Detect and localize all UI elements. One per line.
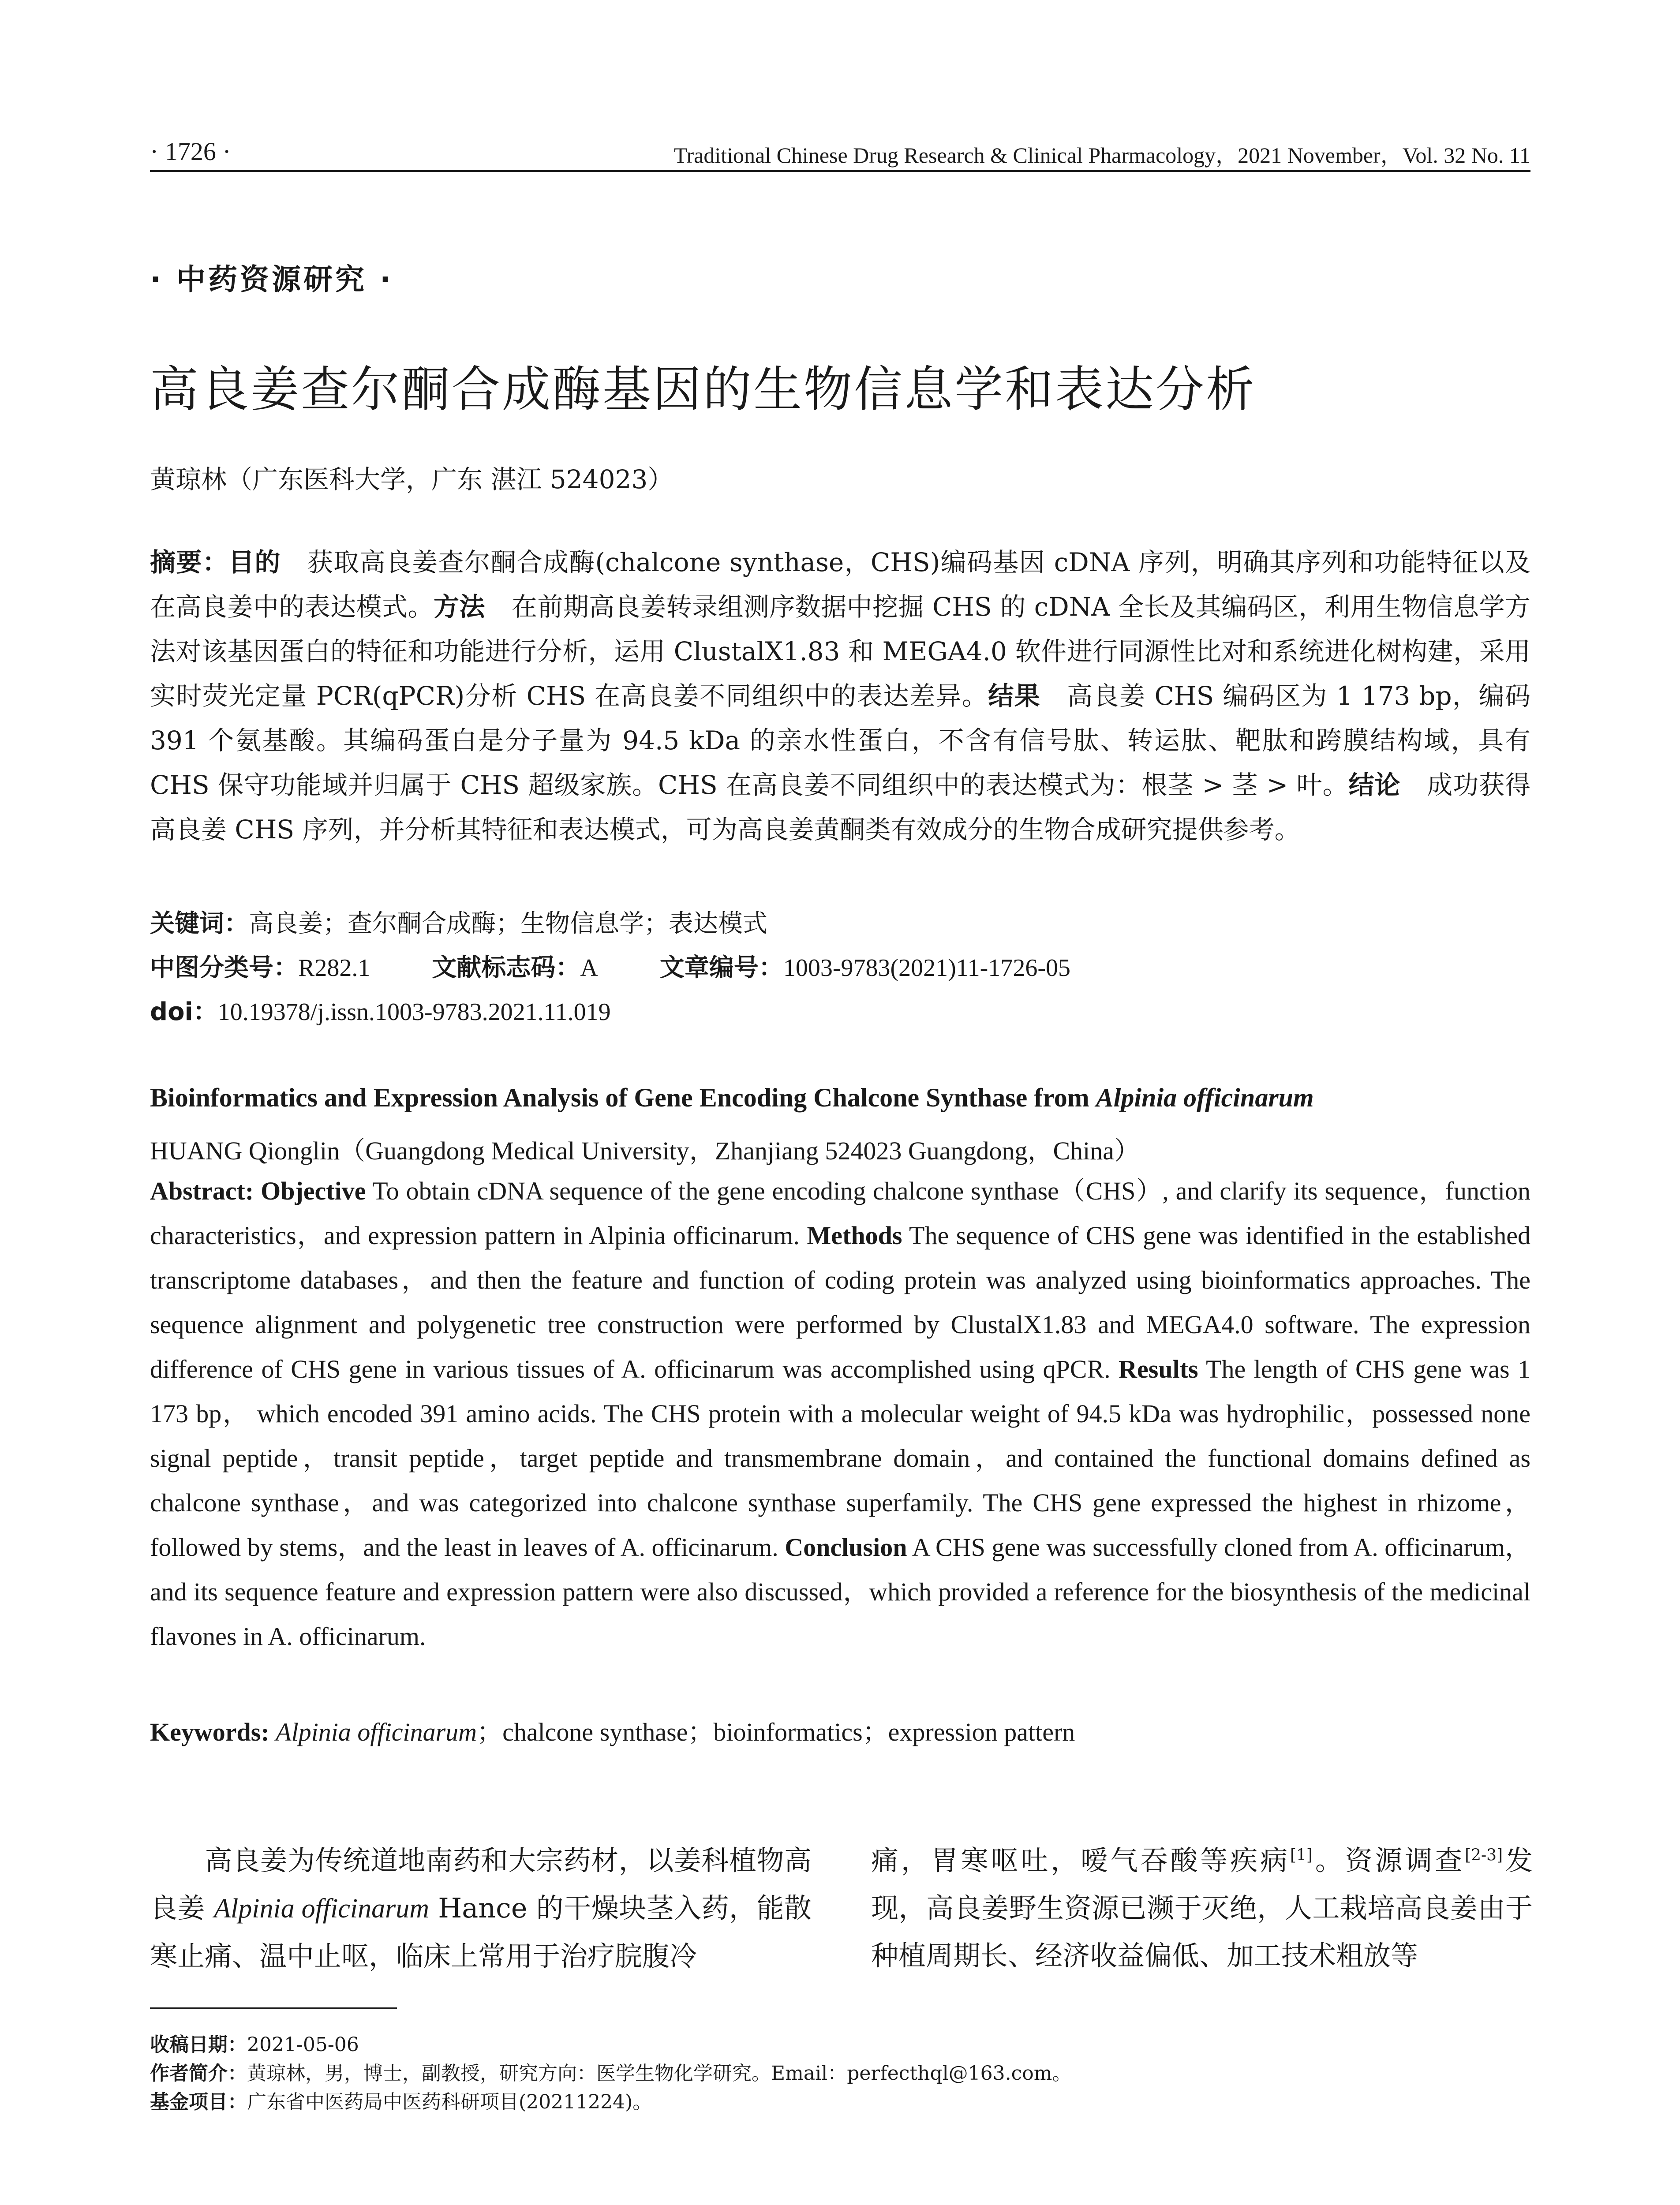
page-number: · 1726 ·: [150, 137, 231, 166]
en-methods-text: The sequence of CHS gene was identified in the established transcriptome databases，and then the feature and function of coding protein was analyzed using bioinformatics approaches. The sequence alignment and polygenetic tree construction were performed by ClustalX1.83 and MEGA4.0 software. The expression difference of CHS gene in various tissues of A. officinarum was accomplished using qPCR.: [150, 1221, 1531, 1383]
en-results-text: The length of CHS gene was 1 173 bp， which encoded 391 amino acids. The CHS protein with a molecular weight of 94.5 kDa was hydrophilic，possessed none signal peptide，transit peptide，target peptide and transmembrane domain，and contained the functional domains defined as chalcone synthase，and was categorized into chalcone synthase superfamily. The CHS gene expressed the highest in rhizome，followed by stems，and the least in leaves of A. officinarum.: [150, 1355, 1531, 1562]
cn-abstract: [150, 540, 1530, 852]
journal-info: Traditional Chinese Drug Research & Clinical Pharmacology，2021 November，Vol. 32 No. 11: [673, 143, 1530, 168]
doc-code-label: 文献标志码：: [432, 953, 580, 982]
received-date: 2021-05-06: [247, 2033, 359, 2056]
received-label: 收稿日期：: [150, 2033, 247, 2056]
body-right-text-c: 发现，高良姜野生资源已濒于灭绝，人工栽培高良姜由于种植周期长、经济收益偏低、加工技术粗放等: [871, 1844, 1533, 1972]
author-bio-label: 作者简介：: [150, 2062, 247, 2085]
en-keywords-label: Keywords:: [150, 1718, 269, 1746]
footnote-author: [150, 2057, 1072, 2085]
objective-label: 目的: [228, 547, 281, 577]
body-right-text-b: 。资源调查: [1312, 1844, 1465, 1876]
body-left-species: Alpinia officinarum: [214, 1894, 429, 1924]
citation-1[interactable]: [1]: [1290, 1846, 1313, 1865]
english-abstract: [150, 1169, 1530, 1659]
keywords-text: 高良姜；查尔酮合成酶；生物信息学；表达模式: [249, 909, 767, 938]
english-keywords: [150, 1711, 1075, 1748]
en-keywords-species: Alpinia officinarum: [276, 1718, 477, 1746]
header-rule: [150, 170, 1530, 172]
clc-value: R282.1: [298, 954, 370, 982]
results-label: 结果: [988, 681, 1041, 711]
doi-label: doi：: [150, 998, 218, 1026]
body-left-text-a: 高良姜为传统道地南药和大宗药材，以姜科植物高良姜: [150, 1844, 812, 1924]
methods-label: 方法: [433, 592, 485, 622]
classification-line: [150, 948, 1070, 983]
en-conclusion-text: A CHS gene was successfully cloned from A. officinarum，and its sequence feature and expression pattern were also discussed，which provided a reference for the biosynthesis of the medicinal flavones in A. officinarum.: [150, 1533, 1531, 1651]
body-right-text-a: 痛，胃寒呕吐，嗳气吞酸等疾病: [871, 1844, 1290, 1876]
fund-label: 基金项目：: [150, 2091, 247, 2113]
en-objective-text: To obtain cDNA sequence of the gene encoding chalcone synthase（CHS）, and clarify its sequence，function characteristics，and expression pattern in Alpinia officinarum.: [150, 1177, 1530, 1250]
body-column-left: [150, 1837, 812, 1980]
english-title-species: Alpinia officinarum: [1096, 1083, 1314, 1112]
doi-line: [150, 992, 611, 1028]
running-head: [150, 132, 1530, 172]
fund-text: 广东省中医药局中医药科研项目(20211224)。: [247, 2091, 652, 2113]
footnote-fund: [150, 2086, 652, 2114]
en-conclusion-label: Conclusion: [785, 1533, 907, 1562]
author-bio-text: 黄琼林，男，博士，副教授，研究方向：医学生物化学研究。Email：perfecthql@163.com。: [247, 2062, 1072, 2085]
abstract-label: 摘要：: [150, 547, 229, 577]
column-tag: · 中药资源研究 ·: [150, 262, 394, 296]
keywords-label: 关键词：: [150, 909, 249, 938]
english-title: [150, 1083, 1314, 1113]
en-abstract-label: Abstract:: [150, 1177, 254, 1205]
doc-code-value: A: [580, 954, 598, 982]
methods-text: 在前期高良姜转录组测序数据中挖掘 CHS 的 cDNA 全长及其编码区，利用生物信息学方法对该基因蛋白的特征和功能进行分析，运用 ClustalX1.83 和 MEGA4.0 软件进行同源性比对和系统进化树构建，采用实时荧光定量 PCR(qPCR)分析 CHS 在高良姜不同组织中的表达差异。: [150, 592, 1530, 711]
article-no-label: 文章编号：: [659, 953, 783, 982]
objective-text: 获取高良姜查尔酮合成酶(chalcone synthase，CHS)编码基因 cDNA 序列，明确其序列和功能特征以及在高良姜中的表达模式。: [150, 547, 1530, 622]
clc-label: 中图分类号：: [150, 953, 298, 982]
results-text: 高良姜 CHS 编码区为 1 173 bp，编码 391 个氨基酸。其编码蛋白是分子量为 94.5 kDa 的亲水性蛋白，不含有信号肽、转运肽、靶肽和跨膜结构域，具有 CHS 保守功能域并归属于 CHS 超级家族。CHS 在高良姜不同组织中的表达模式为：根茎 > 茎 > 叶。: [150, 681, 1530, 800]
body-left-text-b: Hance 的干燥块茎入药，能散寒止痛、温中止呕，临床上常用于治疗脘腹冷: [150, 1892, 812, 1972]
author-line: 黄琼林（广东医科大学，广东 湛江 524023）: [150, 464, 673, 494]
cn-keywords: [150, 904, 767, 939]
citation-2-3[interactable]: [2-3]: [1465, 1846, 1503, 1865]
en-keywords-rest: ；chalcone synthase；bioinformatics；expression pattern: [477, 1718, 1075, 1746]
conclusion-label: 结论: [1348, 770, 1401, 800]
en-results-label: Results: [1119, 1355, 1198, 1383]
doi-link[interactable]: 10.19378/j.issn.1003-9783.2021.11.019: [217, 998, 611, 1026]
footnote-rule: [150, 2007, 397, 2009]
en-objective-label: Objective: [261, 1177, 366, 1205]
article-no-value: 1003-9783(2021)11-1726-05: [783, 954, 1070, 982]
footnote-received: [150, 2029, 359, 2057]
paper-title: 高良姜查尔酮合成酶基因的生物信息学和表达分析: [150, 361, 1256, 418]
en-methods-label: Methods: [807, 1221, 902, 1250]
english-title-text: Bioinformatics and Expression Analysis of Gene Encoding Chalcone Synthase from: [150, 1083, 1089, 1112]
english-author-line: HUANG Qionglin（Guangdong Medical University，Zhanjiang 524023 Guangdong，China）: [150, 1136, 1140, 1165]
body-column-right: [871, 1837, 1533, 1980]
conclusion-text: 成功获得高良姜 CHS 序列，并分析其特征和表达模式，可为高良姜黄酮类有效成分的生物合成研究提供参考。: [150, 770, 1530, 845]
